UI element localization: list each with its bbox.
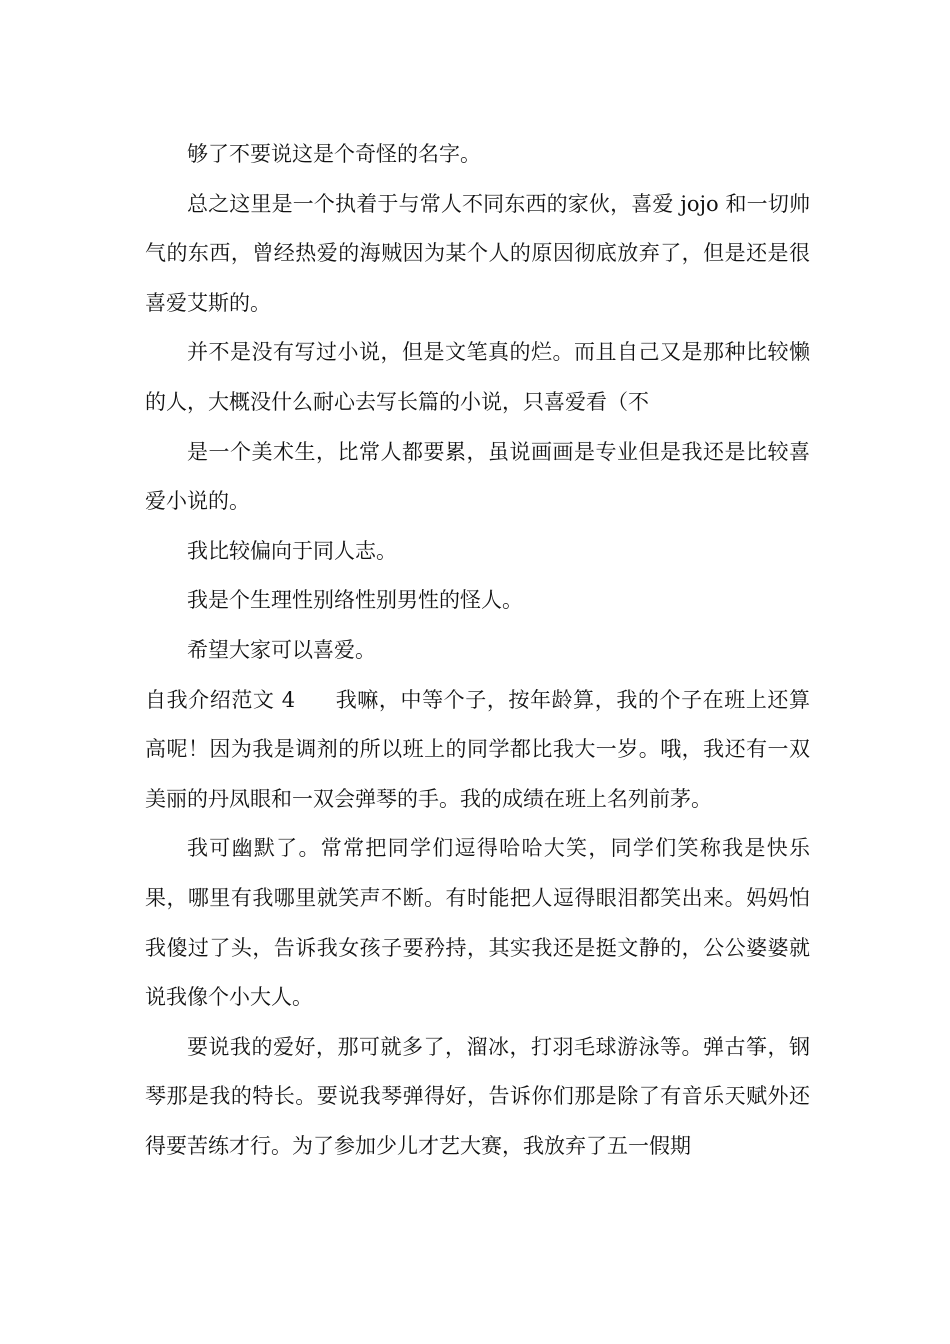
paragraph-1: 够了不要说这是个奇怪的名字。 [187, 142, 481, 166]
paragraph-2: 总之这里是一个执着于与常人不同东西的家伙，喜爱 jojo 和一切帅气的东西，曾经热爱的海贼因为某个人的原因彻底放弃了，但是还是很喜爱艾斯的。 [145, 191, 810, 315]
section-first-paragraph: 我嘛，中等个子，按年龄算，我的个子在班上还算高呢！因为我是调剂的所以班上的同学都比我大一岁。哦，我还有一双美丽的丹凤眼和一双会弹琴的手。我的成绩在班上名列前茅。 [145, 687, 810, 811]
paragraph-5: 我比较偏向于同人志。 [187, 538, 397, 563]
document-body [145, 130, 810, 1171]
paragraph-7: 希望大家可以喜爱。 [187, 637, 376, 662]
paragraph-3: 并不是没有写过小说，但是文笔真的烂。而且自己又是那种比较懒的人，大概没什么耐心去写长篇的小说，只喜爱看（不 [145, 340, 810, 414]
paragraph-9: 要说我的爱好，那可就多了，溜冰，打羽毛球游泳等。弹古筝，钢琴那是我的特长。要说我琴弹得好，告诉你们那是除了有音乐天赋外还得要苦练才行。为了参加少儿才艺大赛，我放弃了五一假期 [145, 1034, 810, 1158]
paragraph-6: 我是个生理性别络性别男性的怪人。 [187, 588, 523, 613]
paragraph-8: 我可幽默了。常常把同学们逗得哈哈大笑，同学们笑称我是快乐果，哪里有我哪里就笑声不断。有时能把人逗得眼泪都笑出来。妈妈怕我傻过了头，告诉我女孩子要矜持，其实我还是挺文静的，公公婆婆就说我像个小大人。 [145, 836, 810, 1010]
section-paragraph [145, 676, 810, 825]
section-heading: 自我介绍范文 4 [145, 687, 296, 712]
paragraph-4: 是一个美术生，比常人都要累，虽说画画是专业但是我还是比较喜爱小说的。 [145, 439, 810, 514]
